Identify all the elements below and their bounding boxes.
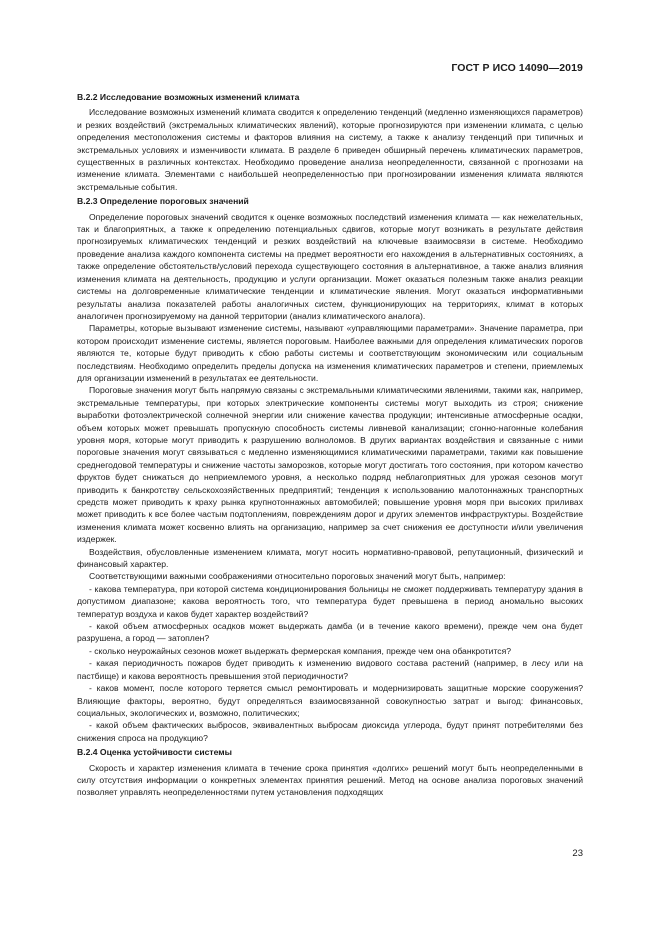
section-heading: B.2.2 Исследование возможных изменений климата xyxy=(77,92,300,102)
paragraph: Воздействия, обусловленные изменением климата, могут носить нормативно-правовой, репутационный, физический и финансовый характер. xyxy=(77,546,583,570)
paragraph: Пороговые значения могут быть напрямую связаны с экстремальными климатическими явлениями, такими как, например, экстремальные температуры, при которых электрические компоненты системы могут выходить из строя; снижение выработки фотоэлектрической солнечной энергии или снижение качества продукции; интенсивные атмосферные осадки, объем которых может превышать пропускную способность системы ливневой канализации; сгонно-нагонные колебания уровня моря, которые могут приводить к разрушению волноломов. В других вариантах воздействия и связанные с ними пороговые значения могут связываться с медленно изменяющимися климатическими параметрами, такими как повышение среднегодовой температуры и снижение частоты заморозков, которые могут достигать того состояния, при котором качество фруктов будет снижаться до неприемлемого уровня, а несколько подряд неблагоприятных для урожая сезонов могут приводить к банкротству сельскохозяйственных предприятий; тенденция к использованию малотоннажных транспортных средств может приводить к краху рынка крупнотоннажных автомобилей; повышение уровня моря при высоких приливах может приводить к все более частым подтоплениям, повреждениям дорог и других элементов инфраструктуры. Воздействие изменения климата может косвенно влиять на организацию, например за счет снижения ее доступности и/или увеличения издержек. xyxy=(77,385,583,545)
paragraph: Скорость и характер изменения климата в течение срока принятия «долгих» решений могут быть неопределенными в силу отсутствия информации о конкретных элементах принятия решений. Метод на основе анализа пороговых значений позволяет управлять неопределенностями путем установления подходящих xyxy=(77,762,583,798)
section-heading: B.2.4 Оценка устойчивости системы xyxy=(77,747,232,758)
paragraph: Соответствующими важными соображениями относительно пороговых значений могут быть, например: xyxy=(89,571,506,582)
paragraph: Исследование возможных изменений климата сводится к определению тенденций (медленно изменяющихся параметров) и резких воздействий (экстремальных климатических явлений), которые прогнозируются при изменении климата, с целью определения местоположения системы и факторов влияния на систему, а также к анализу тенденций при типичных и экстремальных условиях и изменчивости климата. В разделе 6 приведен обширный перечень климатических параметров, существенных в различных контекстах. Необходимо проведение анализа неопределенности, связанной с прогнозами на изменение климата. Элементами с наибольшей неопределенностью при прогнозировании изменения климата являются экстремальные события. xyxy=(77,107,583,192)
section-heading: B.2.3 Определение пороговых значений xyxy=(77,196,249,207)
list-item: - сколько неурожайных сезонов может выдержать фермерская компания, прежде чем она обанкротится? xyxy=(89,645,512,656)
list-item: - какой объем фактических выбросов, эквивалентных выбросам диоксида углерода, будут принят потребителями без снижения спроса на продукцию? xyxy=(77,720,583,743)
paragraph: Определение пороговых значений сводится к оценке возможных последствий изменения климата — как нежелательных, так и благоприятных, а также к определению потенциальных сдвигов, которые могут возникать в результате действия прогнозируемых климатических тенденций и резких воздействий на ключевые взаимосвязи в системе. Необходимо проведение анализа каждого компонента системы на предмет вероятности его нахождения в альтернативных состояниях, а также определение обстоятельств/условий перехода существующего состояния в альтернативное, а также анализ влияния изменения климата на деятельность, продукцию и услуги организации. Может оказаться полезным также анализ реакции системы на долговременные климатические тенденции и климатические явления. Могут оказаться информативными результаты анализа показателей работы аналогичных систем, функционирующих на территориях, климат в которых аналогичен прогнозируемому на данной территории (анализ климатического аналога). xyxy=(77,211,583,321)
list-item: - какой объем атмосферных осадков может выдержать дамба (и в течение какого времени), прежде чем она будет разрушена, а город — затоплен? xyxy=(77,621,583,644)
list-item: - каков момент, после которого теряется смысл ремонтировать и модернизировать защитные морские сооружения? Влияющие факторы, вероятно, будут определяться взаимосвязанной совокупностью затрат и выгод: финансовых, социальных, экологических и, возможно, политических; xyxy=(77,683,583,718)
list-item: - какова температура, при которой система кондиционирования больницы не сможет поддерживать температуру здания в допустимом диапазоне; какова вероятность того, что температура будет превышена в период аномально высоких температур воздуха и каков будет характер воздействий? xyxy=(77,583,583,619)
paragraph: Параметры, которые вызывают изменение системы, называют «управляющими параметрами». Значение параметра, при котором происходит изменение системы, является пороговым. Наиболее важными для определения климатических порогов являются те, которые будут приводить к сбою работы системы и соответствующим экономическим или социальным последствиям. Необходимо определить пределы допуска на изменения климатических параметров и степени, приемлемых для организации изменений в результатах ее деятельности. xyxy=(77,323,583,383)
document-body xyxy=(77,90,583,799)
document-header: ГОСТ Р ИСО 14090—2019 xyxy=(451,62,583,74)
page-number: 23 xyxy=(572,848,583,859)
list-item: - какая периодичность пожаров будет приводить к изменению видового состава растений (например, в лесу или на пастбище) и какова вероятность превышения этой периодичности? xyxy=(77,658,583,681)
